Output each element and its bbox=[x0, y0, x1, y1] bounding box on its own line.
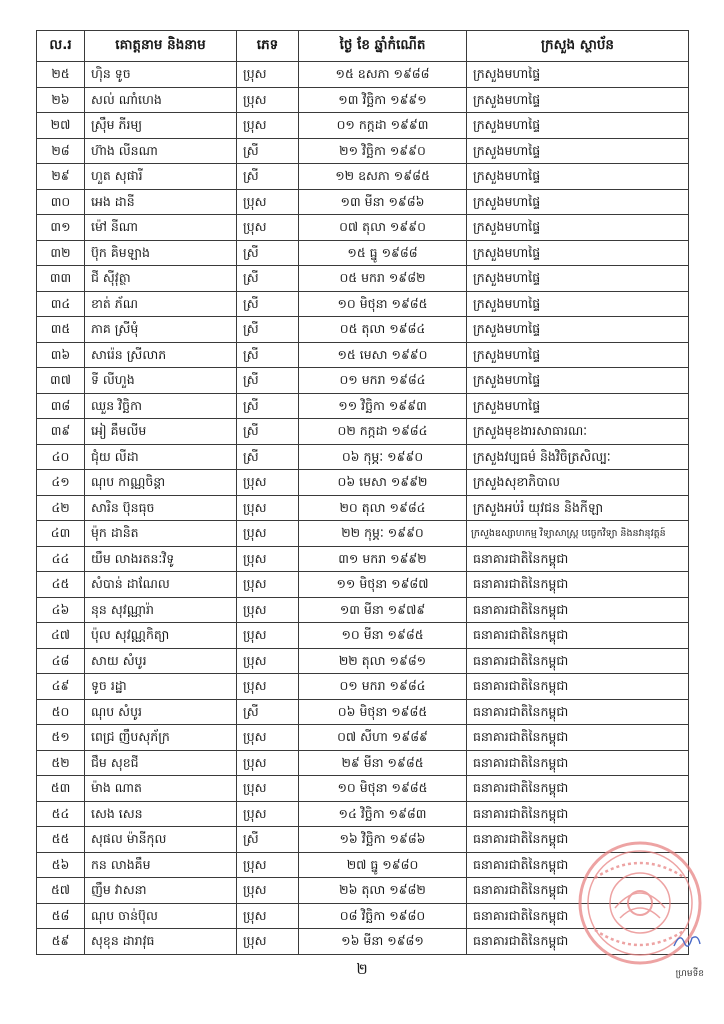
table-row bbox=[37, 776, 689, 802]
row-number: ៣៩ bbox=[37, 419, 85, 445]
row-gender: ប្រុស bbox=[237, 929, 299, 955]
row-number: ៥៨ bbox=[37, 903, 85, 929]
row-number: ៥៩ bbox=[37, 929, 85, 955]
row-name: ស្រ៊ឹម ភីរម្យ bbox=[85, 113, 237, 139]
row-gender: ប្រុស bbox=[237, 878, 299, 904]
row-number: ៣៨ bbox=[37, 393, 85, 419]
row-name: ម៉ុក ដានិត bbox=[85, 521, 237, 547]
row-gender: ប្រុស bbox=[237, 495, 299, 521]
row-name: សេង សេន bbox=[85, 801, 237, 827]
row-ministry: ធនាគារជាតិនៃកម្ពុជា bbox=[467, 546, 689, 572]
row-gender: ស្រី bbox=[237, 342, 299, 368]
row-name: សាយ សំបូរ bbox=[85, 648, 237, 674]
row-name: ហួត សុផារី bbox=[85, 164, 237, 190]
signature-icon bbox=[672, 928, 702, 954]
row-dob: ២០ តុលា ១៩៨៤ bbox=[299, 495, 467, 521]
row-gender: ប្រុស bbox=[237, 62, 299, 88]
row-number: ៥៧ bbox=[37, 878, 85, 904]
table-row bbox=[37, 699, 689, 725]
row-number: ៣៦ bbox=[37, 342, 85, 368]
row-name: ម៉ាង ណាត bbox=[85, 776, 237, 802]
row-number: ៣១ bbox=[37, 215, 85, 241]
row-ministry: ក្រសួងអប់រំ យុវជន និងកីឡា bbox=[467, 495, 689, 521]
row-ministry: ធនាគារជាតិនៃកម្ពុជា bbox=[467, 725, 689, 751]
row-dob: ០៥ មករា ១៩៨២ bbox=[299, 266, 467, 292]
row-dob: ១១ មិថុនា ១៩៨៧ bbox=[299, 572, 467, 598]
row-dob: ០៦ កុម្ភៈ ១៩៩០ bbox=[299, 444, 467, 470]
row-gender: ស្រី bbox=[237, 240, 299, 266]
row-number: ២៩ bbox=[37, 164, 85, 190]
row-gender: ស្រី bbox=[237, 699, 299, 725]
row-name: ខាត់ ភ័ណ bbox=[85, 291, 237, 317]
row-dob: ១៥ មេសា ១៩៩០ bbox=[299, 342, 467, 368]
row-dob: ១២ ឧសភា ១៩៨៥ bbox=[299, 164, 467, 190]
header-gender: ភេទ bbox=[237, 31, 299, 62]
row-number: ៣២ bbox=[37, 240, 85, 266]
row-gender: ស្រី bbox=[237, 291, 299, 317]
row-number: ៥៥ bbox=[37, 827, 85, 853]
row-gender: ស្រី bbox=[237, 444, 299, 470]
header-ministry: ក្រសួង ស្ថាប័ន bbox=[467, 31, 689, 62]
row-gender: ស្រី bbox=[237, 266, 299, 292]
row-dob: ១០ មិថុនា ១៩៨៥ bbox=[299, 776, 467, 802]
table-row bbox=[37, 521, 689, 547]
row-gender: ប្រុស bbox=[237, 674, 299, 700]
row-number: ៤៦ bbox=[37, 597, 85, 623]
row-ministry: ធនាគារជាតិនៃកម្ពុជា bbox=[467, 827, 689, 853]
row-number: ៤៧ bbox=[37, 623, 85, 649]
document-sheet bbox=[36, 30, 688, 955]
row-dob: ៣១ មករា ១៩៩២ bbox=[299, 546, 467, 572]
row-name: នុន សុវណ្ណារ៉ា bbox=[85, 597, 237, 623]
table-body bbox=[37, 62, 689, 955]
table-row bbox=[37, 444, 689, 470]
page-number: ២ bbox=[356, 960, 368, 978]
row-dob: ០១ មករា ១៩៨៤ bbox=[299, 674, 467, 700]
row-number: ៣០ bbox=[37, 189, 85, 215]
row-gender: ស្រី bbox=[237, 393, 299, 419]
table-row bbox=[37, 240, 689, 266]
row-gender: ស្រី bbox=[237, 164, 299, 190]
row-dob: ០១ មករា ១៩៨៤ bbox=[299, 368, 467, 394]
row-gender: ប្រុស bbox=[237, 470, 299, 496]
row-gender: ប្រុស bbox=[237, 215, 299, 241]
row-number: ២៨ bbox=[37, 138, 85, 164]
row-dob: ១០ មិថុនា ១៩៨៥ bbox=[299, 291, 467, 317]
row-ministry: ក្រសួងមហាផ្ទៃ bbox=[467, 291, 689, 317]
row-name: សំបាន់ ដាណែល bbox=[85, 572, 237, 598]
row-name: ទី លីហួង bbox=[85, 368, 237, 394]
row-number: ៤៨ bbox=[37, 648, 85, 674]
row-name: ភាគ ស្រីមុំ bbox=[85, 317, 237, 343]
row-number: ៥០ bbox=[37, 699, 85, 725]
row-ministry: ធនាគារជាតិនៃកម្ពុជា bbox=[467, 776, 689, 802]
row-dob: ០៧ តុលា ១៩៩០ bbox=[299, 215, 467, 241]
row-number: ៣៧ bbox=[37, 368, 85, 394]
row-dob: ១៦ វិច្ឆិកា ១៩៨៦ bbox=[299, 827, 467, 853]
table-row bbox=[37, 674, 689, 700]
row-number: ៤២ bbox=[37, 495, 85, 521]
row-ministry: ក្រសួងឧស្សាហកម្ម វិទ្យាសាស្ត្រ បច្ចេកវិទ្យា និងនវានុវត្តន៍ bbox=[467, 521, 689, 547]
row-gender: ប្រុស bbox=[237, 572, 299, 598]
row-ministry: ធនាគារជាតិនៃកម្ពុជា bbox=[467, 699, 689, 725]
table-row bbox=[37, 470, 689, 496]
row-name: ណុប សំបូរ bbox=[85, 699, 237, 725]
row-name: ទូច រដ្ឋា bbox=[85, 674, 237, 700]
table-row bbox=[37, 393, 689, 419]
row-gender: ប្រុស bbox=[237, 189, 299, 215]
row-number: ៤៤ bbox=[37, 546, 85, 572]
row-ministry: ធនាគារជាតិនៃកម្ពុជា bbox=[467, 903, 689, 929]
row-name: ជុំយ លីដា bbox=[85, 444, 237, 470]
row-name: ហ៊ាង លីនណា bbox=[85, 138, 237, 164]
row-ministry: ក្រសួងមហាផ្ទៃ bbox=[467, 113, 689, 139]
row-name: សល់ ណាំហេង bbox=[85, 87, 237, 113]
row-gender: ប្រុស bbox=[237, 113, 299, 139]
table-row bbox=[37, 291, 689, 317]
row-ministry: ធនាគារជាតិនៃកម្ពុជា bbox=[467, 674, 689, 700]
row-ministry: ធនាគារជាតិនៃកម្ពុជា bbox=[467, 801, 689, 827]
row-number: ៤៣ bbox=[37, 521, 85, 547]
row-dob: ១៥ ធ្នូ ១៩៨៨ bbox=[299, 240, 467, 266]
table-row bbox=[37, 317, 689, 343]
table-row bbox=[37, 419, 689, 445]
row-number: ៣៤ bbox=[37, 291, 85, 317]
table-row bbox=[37, 750, 689, 776]
row-number: ៥៤ bbox=[37, 801, 85, 827]
row-dob: ១១ វិច្ឆិកា ១៩៩៣ bbox=[299, 393, 467, 419]
row-number: ៣៥ bbox=[37, 317, 85, 343]
row-dob: ០៦ មេសា ១៩៩២ bbox=[299, 470, 467, 496]
row-number: ២៧ bbox=[37, 113, 85, 139]
row-gender: ប្រុស bbox=[237, 750, 299, 776]
row-gender: ប្រុស bbox=[237, 725, 299, 751]
row-name: យឹម លាងរតនៈវិទូ bbox=[85, 546, 237, 572]
row-gender: ប្រុស bbox=[237, 546, 299, 572]
row-ministry: ក្រសួងមហាផ្ទៃ bbox=[467, 62, 689, 88]
row-ministry: ក្រសួងមហាផ្ទៃ bbox=[467, 215, 689, 241]
table-row bbox=[37, 597, 689, 623]
table-row bbox=[37, 801, 689, 827]
row-ministry: ធនាគារជាតិនៃកម្ពុជា bbox=[467, 623, 689, 649]
row-gender: ប្រុស bbox=[237, 521, 299, 547]
row-name: ម៉ៅ នីណា bbox=[85, 215, 237, 241]
row-number: ៣៣ bbox=[37, 266, 85, 292]
row-dob: ០៧ សីហា ១៩៨៩ bbox=[299, 725, 467, 751]
table-row bbox=[37, 368, 689, 394]
row-ministry: ក្រសួងមហាផ្ទៃ bbox=[467, 317, 689, 343]
row-ministry: ធនាគារជាតិនៃកម្ពុជា bbox=[467, 572, 689, 598]
row-name: ញឹម វាសនា bbox=[85, 878, 237, 904]
row-name: ប៊ុក គិមឡាង bbox=[85, 240, 237, 266]
row-gender: ប្រុស bbox=[237, 87, 299, 113]
row-ministry: ក្រសួងមហាផ្ទៃ bbox=[467, 138, 689, 164]
initials-mark: ហ្រមទីខ bbox=[675, 969, 704, 979]
row-dob: ២២ តុលា ១៩៨១ bbox=[299, 648, 467, 674]
row-gender: ស្រី bbox=[237, 317, 299, 343]
row-number: ៤០ bbox=[37, 444, 85, 470]
row-dob: ១០ មីនា ១៩៨៥ bbox=[299, 623, 467, 649]
row-gender: ស្រី bbox=[237, 138, 299, 164]
row-name: សារ៉េន ស្រីលាភ bbox=[85, 342, 237, 368]
row-ministry: ក្រសួងមហាផ្ទៃ bbox=[467, 393, 689, 419]
row-dob: ២២ កុម្ភៈ ១៩៩០ bbox=[299, 521, 467, 547]
row-ministry: ធនាគារជាតិនៃកម្ពុជា bbox=[467, 878, 689, 904]
row-dob: ១៣ វិច្ឆិកា ១៩៩១ bbox=[299, 87, 467, 113]
table-row bbox=[37, 164, 689, 190]
row-name: ឈួន វិច្ឆិកា bbox=[85, 393, 237, 419]
row-gender: ប្រុស bbox=[237, 903, 299, 929]
row-number: ៤៥ bbox=[37, 572, 85, 598]
row-ministry: ក្រសួងសុខាភិបាល bbox=[467, 470, 689, 496]
table-row bbox=[37, 266, 689, 292]
row-dob: ១៣ មីនា ១៩៧៩ bbox=[299, 597, 467, 623]
row-number: ៤៩ bbox=[37, 674, 85, 700]
row-name: ជី ស៊ីវុត្ថា bbox=[85, 266, 237, 292]
row-ministry: ធនាគារជាតិនៃកម្ពុជា bbox=[467, 648, 689, 674]
row-number: ២៥ bbox=[37, 62, 85, 88]
row-gender: ស្រី bbox=[237, 827, 299, 853]
row-name: សុខុន ដារាវុធ bbox=[85, 929, 237, 955]
table-row bbox=[37, 546, 689, 572]
row-name: អៀ គឹមលីម bbox=[85, 419, 237, 445]
table-row bbox=[37, 725, 689, 751]
table-row bbox=[37, 648, 689, 674]
header-name: គោត្តនាម និងនាម bbox=[85, 31, 237, 62]
table-row bbox=[37, 189, 689, 215]
row-number: ៥៣ bbox=[37, 776, 85, 802]
row-dob: ១៥ ឧសភា ១៩៨៨ bbox=[299, 62, 467, 88]
row-name: ប៉ុល សុវណ្ណកិត្យា bbox=[85, 623, 237, 649]
row-ministry: ធនាគារជាតិនៃកម្ពុជា bbox=[467, 597, 689, 623]
row-ministry: ក្រសួងមុខងារសាធារណៈ bbox=[467, 419, 689, 445]
row-name: សុផល ម៉ានីកុល bbox=[85, 827, 237, 853]
row-gender: ប្រុស bbox=[237, 852, 299, 878]
header-dob: ថ្ងៃ ខែ ឆ្នាំកំណើត bbox=[299, 31, 467, 62]
row-gender: ប្រុស bbox=[237, 776, 299, 802]
row-number: ៤១ bbox=[37, 470, 85, 496]
row-gender: ស្រី bbox=[237, 419, 299, 445]
row-ministry: ធនាគារជាតិនៃកម្ពុជា bbox=[467, 852, 689, 878]
row-number: ៥២ bbox=[37, 750, 85, 776]
row-ministry: ក្រសួងមហាផ្ទៃ bbox=[467, 342, 689, 368]
row-gender: ប្រុស bbox=[237, 801, 299, 827]
row-ministry: ក្រសួងមហាផ្ទៃ bbox=[467, 164, 689, 190]
row-dob: ២១ វិច្ឆិកា ១៩៩០ bbox=[299, 138, 467, 164]
row-gender: ស្រី bbox=[237, 368, 299, 394]
row-ministry: ក្រសួងមហាផ្ទៃ bbox=[467, 368, 689, 394]
row-dob: ២៧ ធ្នូ ១៩៨០ bbox=[299, 852, 467, 878]
row-number: ៥៦ bbox=[37, 852, 85, 878]
table-header-row bbox=[37, 31, 689, 62]
row-name: ពេជ្រ ញឹបសុភ័ក្រ bbox=[85, 725, 237, 751]
row-ministry: ធនាគារជាតិនៃកម្ពុជា bbox=[467, 929, 689, 955]
row-dob: ០៨ វិច្ឆិកា ១៩៨០ bbox=[299, 903, 467, 929]
row-ministry: ក្រសួងមហាផ្ទៃ bbox=[467, 87, 689, 113]
row-name: ណុប កាណ្ណចិន្តា bbox=[85, 470, 237, 496]
row-dob: ១៣ មីនា ១៩៨៦ bbox=[299, 189, 467, 215]
table-row bbox=[37, 572, 689, 598]
row-ministry: ក្រសួងមហាផ្ទៃ bbox=[467, 240, 689, 266]
table-row bbox=[37, 495, 689, 521]
row-number: ២៦ bbox=[37, 87, 85, 113]
table-row bbox=[37, 138, 689, 164]
row-dob: ០២ កក្កដា ១៩៨៤ bbox=[299, 419, 467, 445]
row-ministry: ក្រសួងវប្បធម៌ និងវិចិត្រសិល្បៈ bbox=[467, 444, 689, 470]
header-no: ល.រ bbox=[37, 31, 85, 62]
row-ministry: ក្រសួងមហាផ្ទៃ bbox=[467, 189, 689, 215]
table-row bbox=[37, 623, 689, 649]
row-gender: ប្រុស bbox=[237, 648, 299, 674]
row-gender: ប្រុស bbox=[237, 597, 299, 623]
row-number: ៥១ bbox=[37, 725, 85, 751]
table-row bbox=[37, 87, 689, 113]
participant-table bbox=[36, 30, 689, 955]
row-gender: ប្រុស bbox=[237, 623, 299, 649]
table-row bbox=[37, 215, 689, 241]
table-row bbox=[37, 62, 689, 88]
row-name: សារិន ប៊ុនធុច bbox=[85, 495, 237, 521]
row-dob: ០១ កក្កដា ១៩៩៣ bbox=[299, 113, 467, 139]
row-name: កន លាងគឹម bbox=[85, 852, 237, 878]
row-dob: ១៤ វិច្ឆិកា ១៩៨៣ bbox=[299, 801, 467, 827]
table-row bbox=[37, 113, 689, 139]
row-name: ណុប ចាន់ប៊ុល bbox=[85, 903, 237, 929]
row-ministry: ក្រសួងមហាផ្ទៃ bbox=[467, 266, 689, 292]
row-dob: ០៦ មិថុនា ១៩៨៥ bbox=[299, 699, 467, 725]
table-row bbox=[37, 342, 689, 368]
row-name: ហ៊ិន ទូច bbox=[85, 62, 237, 88]
row-name: អេង ដានី bbox=[85, 189, 237, 215]
row-dob: ០៥ តុលា ១៩៨៤ bbox=[299, 317, 467, 343]
row-dob: ១៦ មីនា ១៩៨១ bbox=[299, 929, 467, 955]
row-dob: ២៩ មីនា ១៩៨៥ bbox=[299, 750, 467, 776]
row-ministry: ធនាគារជាតិនៃកម្ពុជា bbox=[467, 750, 689, 776]
row-name: ជឹម សុខជី bbox=[85, 750, 237, 776]
row-dob: ២៦ តុលា ១៩៨២ bbox=[299, 878, 467, 904]
